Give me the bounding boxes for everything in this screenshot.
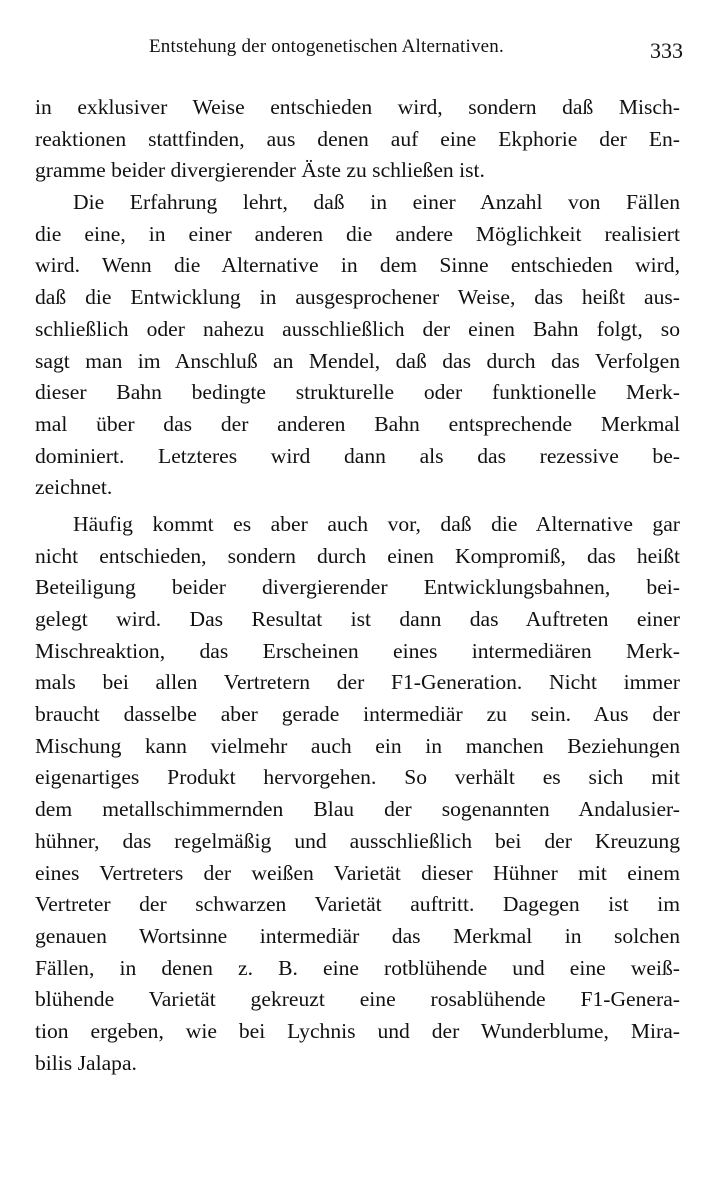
text-line: dominiert. Letzteres wird dann als das rezessive be- xyxy=(35,443,680,468)
text-line: Mischung kann vielmehr auch ein in manchen Beziehungen xyxy=(35,733,680,758)
text-line: in exklusiver Weise entschieden wird, sondern daß Misch- xyxy=(35,95,680,119)
text-line: mals bei allen Vertretern der F1-Generation. Nicht immer xyxy=(35,670,680,695)
text-line: Mischreaktion, das Erscheinen eines intermediären Merk- xyxy=(35,638,680,663)
text-line: Beteiligung beider divergierender Entwicklungsbahnen, bei- xyxy=(35,575,680,600)
running-head xyxy=(35,36,683,66)
text-line: blühende Varietät gekreuzt eine rosablühende F1-Genera- xyxy=(35,987,680,1012)
text-line: Häufig kommt es aber auch vor, daß die Alternative gar xyxy=(73,511,680,536)
text-line: eines Vertreters der weißen Varietät dieser Hühner mit einem xyxy=(35,860,680,885)
paragraph-3 xyxy=(35,509,680,1079)
text-line: genauen Wortsinne intermediär das Merkmal in solchen xyxy=(35,923,680,948)
text-line: reaktionen stattfinden, aus denen auf eine Ekphorie der En- xyxy=(35,126,680,151)
paragraph-2 xyxy=(35,187,680,504)
text-line: dieser Bahn bedingte strukturelle oder funktionelle Merk- xyxy=(35,380,680,405)
text-line: wird. Wenn die Alternative in dem Sinne entschieden wird, xyxy=(35,253,680,278)
body-text xyxy=(35,92,680,1079)
text-line: Vertreter der schwarzen Varietät auftritt. Dagegen ist im xyxy=(35,892,680,917)
text-line: mal über das der anderen Bahn entsprechende Merkmal xyxy=(35,411,680,436)
text-line: gramme beider divergierender Äste zu schließen ist. xyxy=(35,158,485,183)
text-line: eigenartiges Produkt hervorgehen. So verhält es sich mit xyxy=(35,765,680,790)
text-line: bilis Jalapa. xyxy=(35,1050,137,1075)
text-line: tion ergeben, wie bei Lychnis und der Wunderblume, Mira- xyxy=(35,1018,680,1043)
text-line: Fällen, in denen z. B. eine rotblühende und eine weiß- xyxy=(35,955,680,980)
text-line: die eine, in einer anderen die andere Möglichkeit realisiert xyxy=(35,221,680,246)
text-line: hühner, das regelmäßig und ausschließlich bei der Kreuzung xyxy=(35,828,680,853)
text-line: nicht entschieden, sondern durch einen Kompromiß, das heißt xyxy=(35,543,680,568)
running-title: Entstehung der ontogenetischen Alternativen. xyxy=(149,36,504,57)
text-line: dem metallschimmernden Blau der sogenannten Andalusier- xyxy=(35,797,680,822)
page-number: 333 xyxy=(650,38,683,63)
text-line: gelegt wird. Das Resultat ist dann das Auftreten einer xyxy=(35,607,680,631)
text-line: schließlich oder nahezu ausschließlich der einen Bahn folgt, so xyxy=(35,316,680,341)
text-line: zeichnet. xyxy=(35,475,113,500)
paragraph-1 xyxy=(35,92,680,187)
text-line: daß die Entwicklung in ausgesprochener Weise, das heißt aus- xyxy=(35,285,680,310)
text-line: sagt man im Anschluß an Mendel, daß das durch das Verfolgen xyxy=(35,348,680,373)
text-line: braucht dasselbe aber gerade intermediär zu sein. Aus der xyxy=(35,702,680,727)
text-line: Die Erfahrung lehrt, daß in einer Anzahl von Fällen xyxy=(73,190,680,215)
